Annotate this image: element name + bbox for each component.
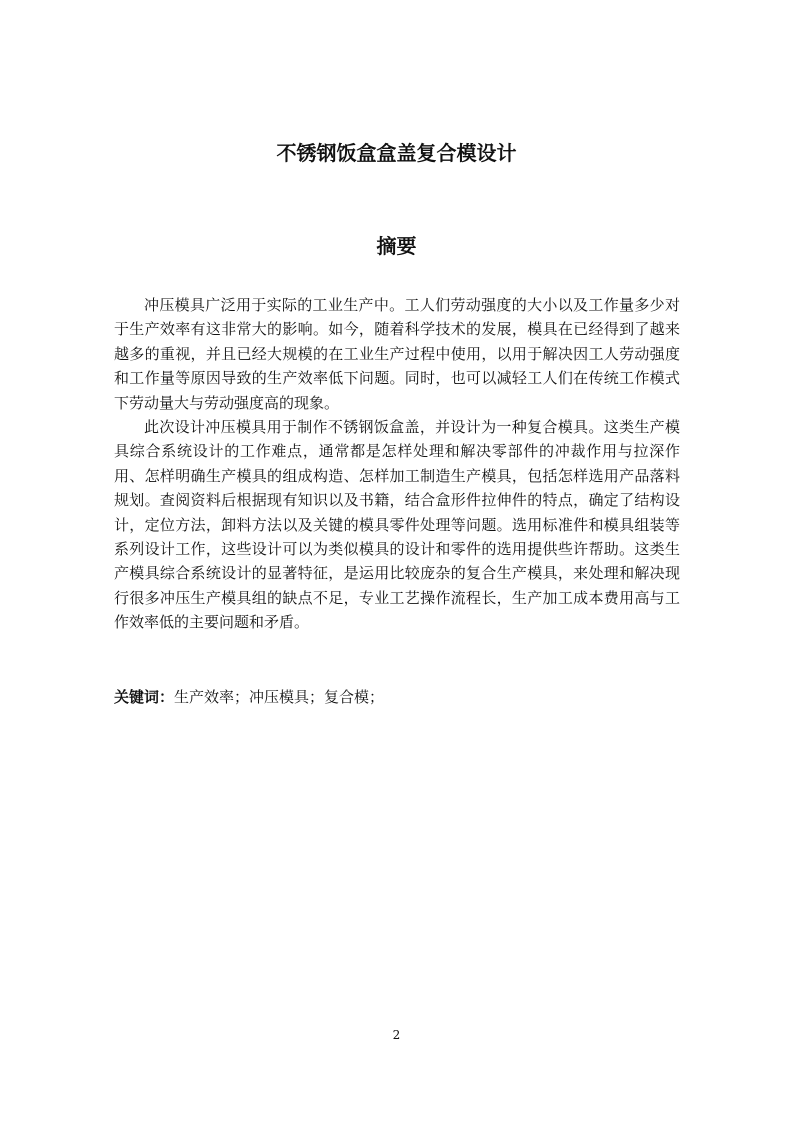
keywords-line [114,685,680,709]
page-number: 2 [392,1028,401,1042]
abstract-heading: 摘要 [376,234,417,258]
abstract-paragraph-2: 此次设计冲压模具用于制作不锈钢饭盒盖，并设计为一种复合模具。这类生产模具综合系统设计的工作难点，通常都是怎样处理和解决零部件的冲裁作用与拉深作用、怎样明确生产模具的组成构造、怎样加工制造生产模具，包括怎样选用产品落料规划。查阅资料后根据现有知识以及书籍，结合盒形件拉伸件的特点，确定了结构设计，定位方法，卸料方法以及关键的模具零件处理等问题。选用标准件和模具组装等系列设计工作，这些设计可以为类似模具的设计和零件的选用提供些许帮助。这类生产模具综合系统设计的显著特征，是运用比较庞杂的复合生产模具，来处理和解决现行很多冲压生产模具组的缺点不足，专业工艺操作流程长，生产加工成本费用高与工作效率低的主要问题和矛盾。 [114,418,680,632]
abstract-body [114,293,680,635]
abstract-paragraph-1: 冲压模具广泛用于实际的工业生产中。工人们劳动强度的大小以及工作量多少对于生产效率有这非常大的影响。如今，随着科学技术的发展，模具在已经得到了越来越多的重视，并且已经大规模的在工业生产过程中使用，以用于解决因工人劳动强度和工作量等原因导致的生产效率低下问题。同时，也可以减轻工人们在传统工作模式下劳动量大与劳动强度高的现象。 [114,296,680,412]
keywords-text: 生产效率；冲压模具；复合模； [174,688,385,706]
document-title: 不锈钢饭盒盒盖复合模设计 [276,141,517,165]
keywords-label: 关键词： [114,688,175,706]
